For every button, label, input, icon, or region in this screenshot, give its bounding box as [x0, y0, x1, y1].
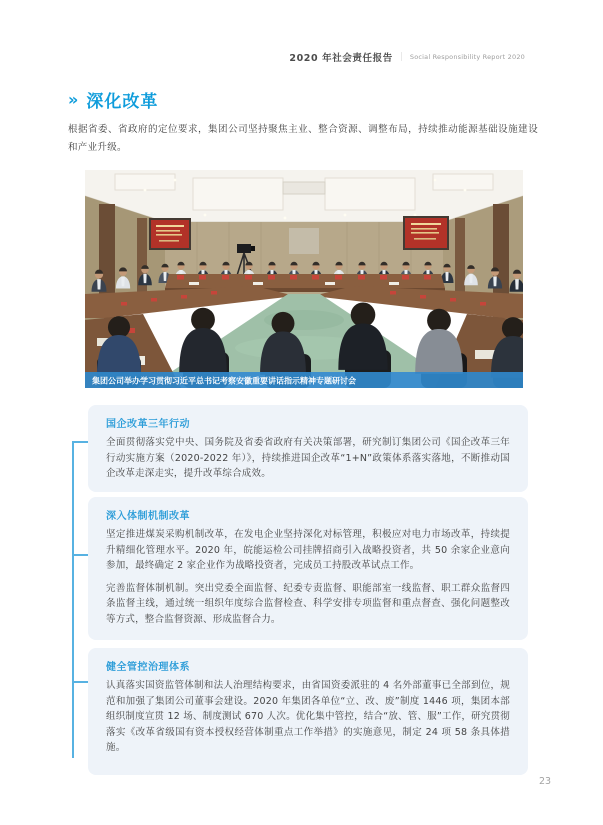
header-divider: |: [399, 52, 403, 62]
card-paragraph: 完善监督体制机制。突出党委全面监督、纪委专责监督、职能部室一线监督、职工群众监督四条监督主线，通过统一组织年度综合监督检查、科学安排专项监督和重点督查、强化问题整改等方式，整合监督资源、形成监督合力。: [106, 582, 510, 625]
bracket-tick-3: [72, 681, 88, 683]
meeting-photo: [85, 170, 523, 388]
card-soe-reform-three-year-action: [88, 405, 528, 492]
report-title-zh: 2020 年社会责任报告: [289, 53, 393, 64]
photo-caption: 集团公司举办学习贯彻习近平总书记考察安徽重要讲话指示精神专题研讨会: [92, 376, 356, 386]
card-paragraph: 认真落实国资监管体制和法人治理结构要求，由省国资委派驻的 4 名外部董事已全部到位，规范和加强了集团公司董事会建设。2020 年集团各单位“立、改、废”制度 1446 项，集团本部组织制度宣贯 12 场、制度测试 670 人次。优化集中管控，结合“放、管、服”工作，研究贯彻落实《改革省级国有资本授权经营体制重点工作举措》的实施意见，制定 24 项 58 条具体措施。: [106, 680, 510, 753]
card-deepen-mechanism-reform: [88, 497, 528, 640]
section-title-text: 深化改革: [86, 92, 159, 112]
meeting-room-illustration: [85, 170, 523, 388]
chevron-right-icon: »: [68, 90, 78, 109]
card-paragraph: 全面贯彻落实党中央、国务院及省委省政府有关决策部署，研究制订集团公司《国企改革三年行动实施方案（2020-2022 年）》，持续推进国企改革“1+N”政策体系落实落地，不断推动国企改革走深走实，提升改革综合成效。: [106, 437, 510, 479]
card-paragraph: 坚定推进煤炭采购机制改革，在发电企业坚持深化对标管理，积极应对电力市场改革，持续提升精细化管理水平。2020 年，皖能运检公司挂牌招商引入战略投资者，共 50 余家企业意向参加，最终确定 2 家企业作为战略投资者，完成员工持股改革试点工作。: [106, 529, 510, 571]
intro-paragraph: 根据省委、省政府的定位要求，集团公司坚持聚焦主业、整合资源、调整布局，持续推动能源基础设施建设和产业升级。: [68, 124, 538, 153]
card-governance-system: [88, 648, 528, 775]
photo-caption-bar: [85, 372, 523, 388]
card-heading: 健全管控治理体系: [106, 662, 190, 673]
section-title: [68, 87, 158, 112]
page-header: [289, 50, 525, 64]
report-title-en: Social Responsibility Report 2020: [409, 53, 525, 61]
bracket-line: [72, 441, 74, 758]
page-number: 23: [539, 776, 552, 787]
bracket-tick-2: [72, 554, 88, 556]
card-heading: 深入体制机制改革: [106, 511, 190, 522]
card-heading: 国企改革三年行动: [106, 419, 190, 430]
bracket-tick-1: [72, 441, 88, 443]
